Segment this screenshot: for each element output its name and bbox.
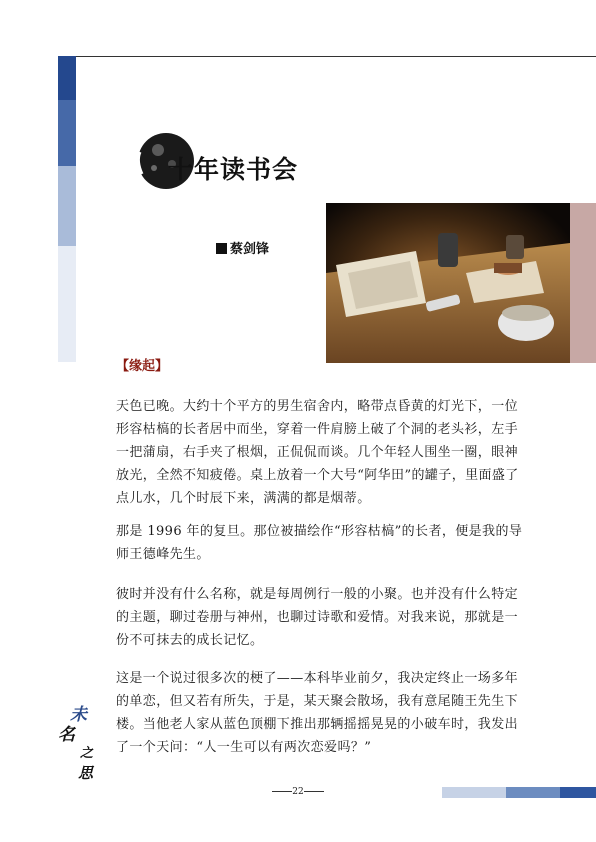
paragraph: 那是 1996 年的复旦。那位被描绘作“形容枯槁”的长者，便是我的导师王德峰先生。 [116, 524, 523, 562]
paragraph: 这是一个说过很多次的梗了——本科毕业前夕，我决定终止一场多年的单恋，但又若有所失，于是，某天聚会散场，我有意尾随王先生下楼。当他老人家从蓝色顶棚下推出那辆摇摇晃晃的小破车时，我发出了一个天问：“人一生可以有两次恋爱吗？” [116, 671, 519, 755]
section-heading: 【缘起】 [116, 359, 169, 374]
paragraph: 天色已晚。大约十个平方的男生宿舍内，略带点昏黄的灯光下，一位形容枯槁的长者居中而坐，穿着一件肩膀上破了个洞的老头衫，左手一把蒲扇，右手夹了根烟，正侃侃而谈。几个年轻人围坐一圈，眼神放光，全然不知疲倦。桌上放着一个大号“阿华田”的罐子，里面盛了点儿水，几个时辰下来，满满的都是烟蒂。 [116, 399, 519, 506]
article-title: 十年读书会 [168, 155, 299, 184]
footer-bar-mid [506, 787, 560, 798]
top-rule [76, 56, 596, 57]
brand-logo [58, 700, 108, 790]
author-byline [216, 238, 269, 257]
decor-strip-pale [58, 246, 76, 362]
decor-strip-mid [58, 100, 76, 166]
brand-char: 名 [58, 725, 75, 745]
desk-photo [326, 203, 570, 363]
brand-char: 之 [80, 746, 94, 761]
brand-char: 未 [70, 705, 87, 725]
decor-strip-dark [58, 56, 76, 100]
paragraph: 彼时并没有什么名称，就是每周例行一般的小聚。也并没有什么特定的主题，聊过卷册与神州，也聊过诗歌和爱情。对我来说，那就是一份不可抹去的成长记忆。 [116, 587, 519, 648]
photo-side-panel [570, 203, 596, 363]
square-bullet-icon [216, 243, 227, 254]
decor-strip-light [58, 166, 76, 246]
page-number-text: 22 [292, 787, 304, 797]
page-number [260, 787, 336, 797]
divider [304, 791, 324, 792]
brand-char: 思 [78, 764, 94, 782]
author-name: 蔡剑锋 [230, 242, 270, 257]
divider [272, 791, 292, 792]
footer-bar-light [442, 787, 506, 798]
footer-bar-dark [560, 787, 596, 798]
